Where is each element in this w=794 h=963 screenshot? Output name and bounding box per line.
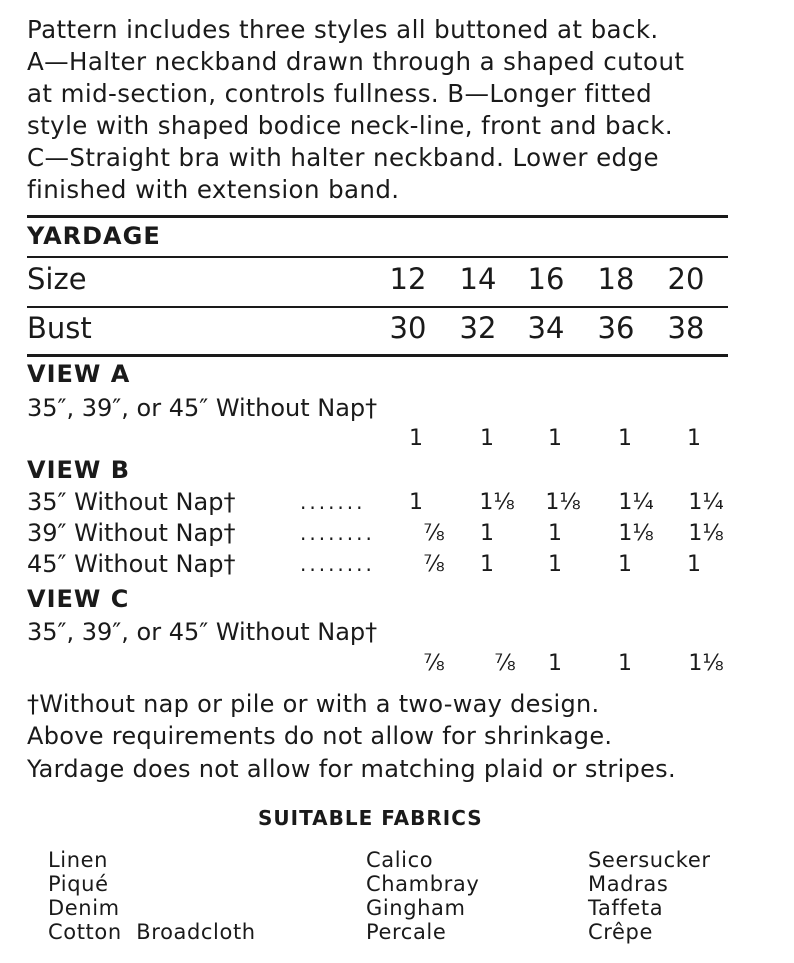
bust-label: Bust — [27, 311, 92, 345]
fabric-item: Linen — [48, 848, 109, 872]
size-value: 12 — [389, 262, 427, 296]
yardage-value: 1 — [548, 426, 562, 451]
yardage-value: 1⅛ — [688, 651, 724, 676]
yardage-value: 1 — [480, 521, 494, 546]
yardage-value: ⅞ — [423, 552, 445, 577]
bust-value: 38 — [667, 311, 705, 345]
leader-dots: ....... — [300, 490, 366, 514]
fabric-item: Madras — [588, 872, 669, 896]
fabric-item: Crêpe — [588, 920, 654, 944]
footnote-line: Above requirements do not allow for shrinkage. — [27, 722, 613, 750]
leader-dots: ........ — [300, 552, 375, 576]
description-line: finished with extension band. — [27, 175, 400, 204]
yardage-value: 1 — [618, 651, 632, 676]
yardage-value: 1 — [409, 426, 423, 451]
fabric-item: Calico — [366, 848, 434, 872]
pattern-description — [27, 14, 684, 206]
view-c-row-label: 35″, 39″, or 45″ Without Nap† — [27, 618, 378, 646]
divider — [27, 256, 728, 258]
fabrics-heading: SUITABLE FABRICS — [258, 806, 483, 830]
fabric-item: Gingham — [366, 896, 466, 920]
yardage-value: 1⅛ — [618, 521, 654, 546]
bust-value: 34 — [527, 311, 565, 345]
description-line: Pattern includes three styles all buttoned at back. — [27, 15, 659, 44]
yardage-value: 1¼ — [688, 490, 724, 515]
yardage-value: ⅞ — [423, 521, 445, 546]
fabric-item: Piqué — [48, 872, 109, 896]
yardage-value: ⅞ — [494, 651, 516, 676]
fabrics-column — [588, 848, 711, 944]
fabric-item: Taffeta — [588, 896, 664, 920]
bust-value: 32 — [459, 311, 497, 345]
yardage-heading: YARDAGE — [27, 222, 161, 250]
yardage-value: 1 — [548, 521, 562, 546]
yardage-value: 1⅛ — [688, 521, 724, 546]
bust-value: 36 — [597, 311, 635, 345]
size-value: 16 — [527, 262, 565, 296]
view-b-heading: VIEW B — [27, 456, 131, 484]
yardage-value: 1 — [409, 490, 423, 515]
yardage-value: 1 — [687, 426, 701, 451]
footnote-line: †Without nap or pile or with a two-way design. — [27, 690, 600, 718]
divider — [27, 215, 728, 218]
yardage-value: 1 — [687, 552, 701, 577]
yardage-value: 1 — [548, 552, 562, 577]
footnote-line: Yardage does not allow for matching plaid or stripes. — [27, 755, 676, 783]
view-b-row-label: 39″ Without Nap† — [27, 519, 236, 547]
fabrics-column — [366, 848, 479, 944]
yardage-value: 1 — [618, 426, 632, 451]
yardage-value: 1 — [548, 651, 562, 676]
description-line: at mid-section, controls fullness. B—Longer fitted — [27, 79, 653, 108]
size-label: Size — [27, 262, 87, 296]
fabrics-column — [48, 848, 256, 944]
divider — [27, 354, 728, 357]
yardage-value: 1 — [618, 552, 632, 577]
size-value: 18 — [597, 262, 635, 296]
bust-value: 30 — [389, 311, 427, 345]
yardage-value: 1 — [480, 426, 494, 451]
size-value: 20 — [667, 262, 705, 296]
fabric-item: Chambray — [366, 872, 480, 896]
description-line: C—Straight bra with halter neckband. Lower edge — [27, 143, 659, 172]
yardage-value: 1⅛ — [545, 490, 581, 515]
fabric-item: Cotton Broadcloth — [48, 920, 256, 944]
view-b-row-label: 45″ Without Nap† — [27, 550, 236, 578]
fabric-item: Percale — [366, 920, 447, 944]
fabric-item: Denim — [48, 896, 120, 920]
view-a-row-label: 35″, 39″, or 45″ Without Nap† — [27, 394, 378, 422]
description-line: style with shaped bodice neck-line, front and back. — [27, 111, 674, 140]
yardage-value: 1⅛ — [479, 490, 515, 515]
yardage-value: 1¼ — [618, 490, 654, 515]
leader-dots: ........ — [300, 521, 375, 545]
divider — [27, 306, 728, 308]
yardage-value: 1 — [480, 552, 494, 577]
view-a-heading: VIEW A — [27, 360, 131, 388]
fabric-item: Seersucker — [588, 848, 711, 872]
view-c-heading: VIEW C — [27, 585, 130, 613]
yardage-value: ⅞ — [423, 651, 445, 676]
description-line: A—Halter neckband drawn through a shaped cutout — [27, 47, 685, 76]
view-b-row-label: 35″ Without Nap† — [27, 488, 236, 516]
size-value: 14 — [459, 262, 497, 296]
